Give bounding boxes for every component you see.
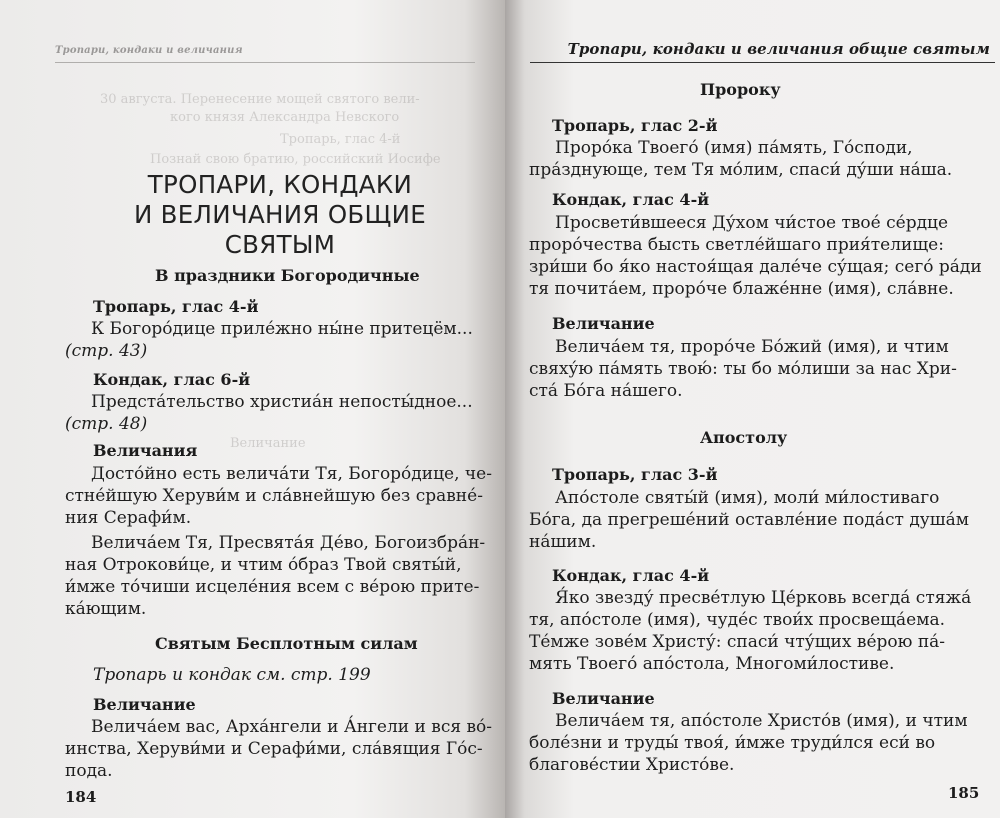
text-line: мять Твоего́ апо́стола, Многоми́лостиве. <box>529 654 895 674</box>
troparion-text <box>65 318 473 362</box>
chapter-title <box>85 170 475 260</box>
chapter-title-line: И ВЕЛИЧАНИЯ ОБЩИЕ СВЯТЫМ <box>133 200 427 259</box>
bleed-through-line: 30 августа. Перенесение мощей святого вели- <box>100 92 420 107</box>
text-line: Те́мже зове́м Христу́: спаси́ чту́щих ве́рою па́- <box>529 632 946 652</box>
bleed-through-line: Познай свою братию, российский Иосифе <box>150 152 441 167</box>
feasts-heading: В праздники Богородичные <box>155 266 420 285</box>
text-line: проро́чества бысть светле́йшаго прия́телище: <box>529 235 944 255</box>
text-line: тя, апо́столе (имя), чуде́с твои́х просвеща́ема. <box>529 610 946 630</box>
text-line: Велича́ем Тя, Пресвята́я Де́во, Богоизбра́н- <box>91 533 486 553</box>
prophet-troparion-heading: Тропарь, глас 2-й <box>552 116 718 135</box>
bleed-through-line: Величание <box>230 436 306 451</box>
left-page-number: 184 <box>65 788 97 806</box>
apostle-heading: Апостолу <box>700 428 788 447</box>
text-line: зри́ши бо я́ко настоя́щая дале́че су́щая; сего́ ра́ди <box>529 257 982 277</box>
chapter-title-line: ТРОПАРИ, КОНДАКИ <box>147 170 413 199</box>
text-line: ния Серафи́м. <box>65 508 192 528</box>
kontakion-text <box>65 391 473 435</box>
right-page-number: 185 <box>948 784 980 802</box>
text-line: и́мже то́чиши исцеле́ния всем с ве́рою прите- <box>65 577 480 597</box>
apostle-megalynarion-heading: Величание <box>552 689 655 708</box>
apostle-kontakion-heading: Кондак, глас 4-й <box>552 566 710 585</box>
right-running-head: Тропари, кондаки и величания общие святым <box>567 40 990 58</box>
right-page <box>505 0 1000 818</box>
text-line: инства, Херуви́ми и Серафи́ми, сла́вящия Го́с- <box>65 739 483 759</box>
megalynaria-heading: Величания <box>93 441 198 460</box>
prophet-megalynarion-heading: Величание <box>552 314 655 333</box>
bodiless-note: Тропарь и кондак см. стр. 199 <box>93 665 371 685</box>
troparion-line: К Богоро́дице приле́жно ны́не притецём... <box>91 319 473 339</box>
text-line: пода. <box>65 761 113 781</box>
text-line: ста́ Бо́га на́шего. <box>529 381 683 401</box>
megalynarion-2 <box>65 532 485 620</box>
text-line: Велича́ем вас, Арха́нгели и А́нгели и вся во́- <box>91 717 493 737</box>
text-line: Апо́столе святы́й (имя), моли́ ми́лостиваго <box>555 488 940 508</box>
prophet-troparion <box>529 137 952 181</box>
bleed-through-line: кого князя Александра Невского <box>170 110 400 125</box>
text-line: Велича́ем тя, апо́столе Христо́в (имя), и чтим <box>555 711 968 731</box>
text-line: тя почита́ем, проро́че блаже́нне (имя), сла́вне. <box>529 279 954 299</box>
apostle-troparion-heading: Тропарь, глас 3-й <box>552 465 718 484</box>
apostle-kontakion <box>529 587 971 675</box>
text-line: Велича́ем тя, проро́че Бо́жий (имя), и чтим <box>555 337 949 357</box>
kontakion-ref: (стр. 48) <box>65 414 148 434</box>
megalynarion-1 <box>65 463 492 529</box>
text-line: Просвети́вшееся Ду́хом чи́стое твое́ се́рдце <box>555 213 949 233</box>
text-line: пра́зднующе, тем Тя мо́лим, спаси́ ду́ши на́ша. <box>529 160 953 180</box>
kontakion-line: Предста́тельство христиа́н непосты́дное... <box>91 392 473 412</box>
apostle-troparion <box>529 487 969 553</box>
apostle-megalynarion <box>529 710 968 776</box>
kontakion-heading: Кондак, глас 6-й <box>93 370 251 389</box>
left-header-rule <box>55 62 475 63</box>
left-running-head: Тропари, кондаки и величания <box>55 45 243 56</box>
text-line: Досто́йно есть велича́ти Тя, Богоро́дице, че- <box>91 464 492 484</box>
prophet-heading: Пророку <box>700 80 781 99</box>
bodiless-heading: Святым Бесплотным силам <box>155 634 418 653</box>
bodiless-megalynarion <box>65 716 492 782</box>
troparion-ref: (стр. 43) <box>65 341 148 361</box>
text-line: благове́стии Христо́ве. <box>529 755 735 775</box>
text-line: ная Отрокови́це, и чтим о́браз Твой святы́й, <box>65 555 462 575</box>
text-line: стне́йшую Херуви́м и сла́внейшую без сравне́- <box>65 486 483 506</box>
text-line: Я́ко звезду́ пресве́тлую Це́рковь всегда́ стяжа́ <box>555 588 972 608</box>
prophet-kontakion-heading: Кондак, глас 4-й <box>552 190 710 209</box>
bleed-through-line: Тропарь, глас 4-й <box>280 132 401 147</box>
text-line: Бо́га, да прегреше́ний оставле́ние пода́ст душа́м <box>529 510 969 530</box>
prophet-megalynarion <box>529 336 957 402</box>
troparion-heading: Тропарь, глас 4-й <box>93 297 259 316</box>
prophet-kontakion <box>529 212 982 300</box>
bodiless-megalynarion-heading: Величание <box>93 695 196 714</box>
text-line: ка́ющим. <box>65 599 147 619</box>
right-header-rule <box>530 62 995 63</box>
text-line: на́шим. <box>529 532 597 552</box>
text-line: свяху́ю па́мять твою́: ты бо мо́лиши за нас Хри- <box>529 359 957 379</box>
text-line: Проро́ка Твоего́ (имя) па́мять, Го́споди, <box>555 138 913 158</box>
text-line: боле́зни и труды́ твоя́, и́мже труди́лся еси́ во <box>529 733 936 753</box>
